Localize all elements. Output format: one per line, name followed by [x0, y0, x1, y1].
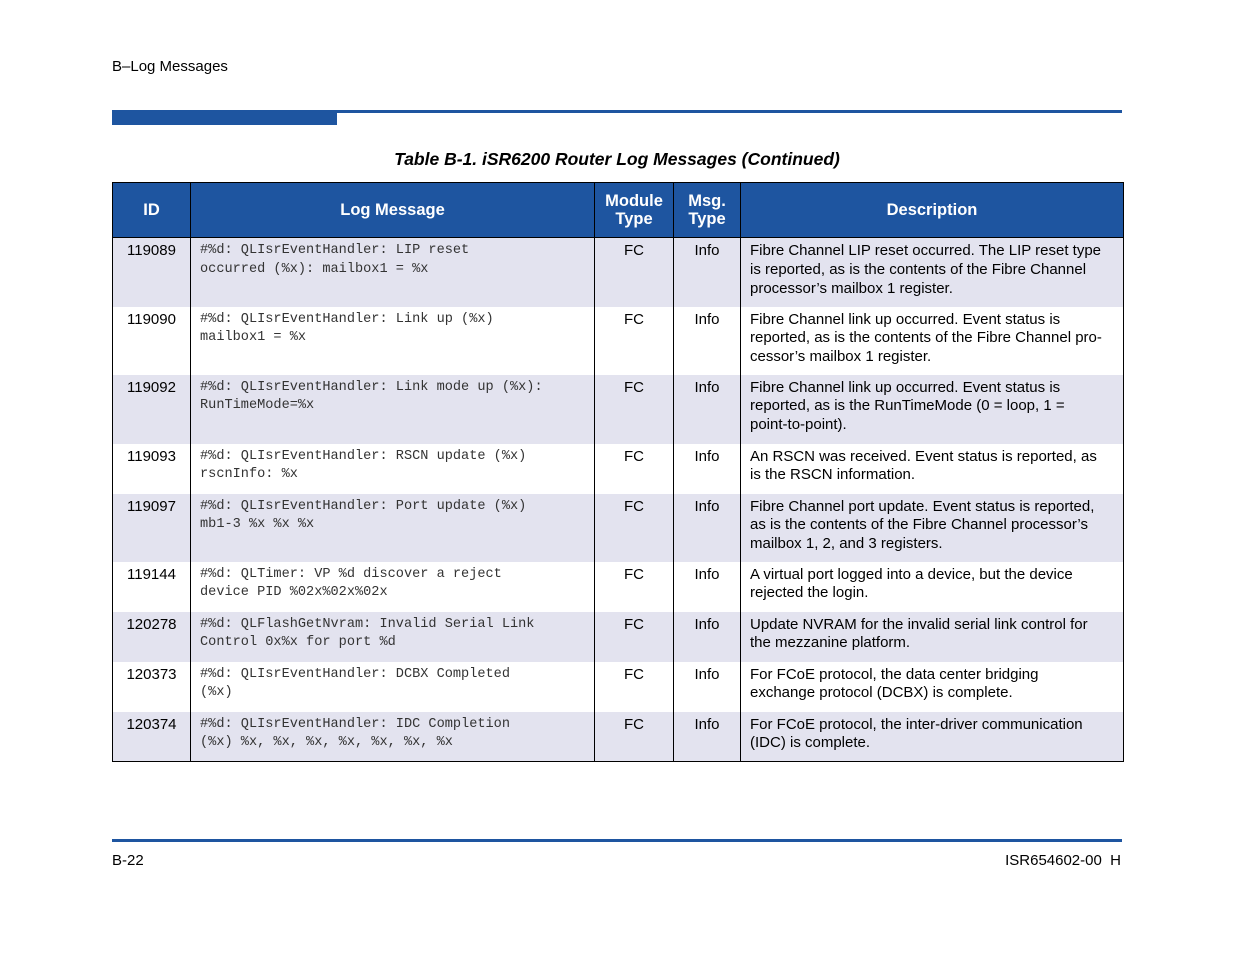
table-title: Table B-1. iSR6200 Router Log Messages (Continued)	[394, 149, 840, 169]
running-head: B–Log Messages	[112, 58, 228, 75]
description-line: is the RSCN information.	[750, 466, 916, 484]
cell-module-type: FC	[595, 612, 674, 662]
page-number: B-22	[112, 852, 144, 869]
cell-id: 119090	[113, 307, 191, 375]
cell-log-message	[191, 662, 595, 712]
cell-description	[741, 444, 1124, 494]
log-message-line: occurred (%x): mailbox1 = %x	[200, 261, 429, 277]
log-message-line: #%d: QLIsrEventHandler: DCBX Completed	[200, 666, 510, 682]
description-line: For FCoE protocol, the data center bridging	[750, 665, 1039, 683]
cell-description	[741, 612, 1124, 662]
log-message-line: #%d: QLTimer: VP %d discover a reject	[200, 566, 502, 582]
cell-description	[741, 662, 1124, 712]
cell-log-message	[191, 444, 595, 494]
cell-log-message	[191, 562, 595, 612]
cell-id: 119144	[113, 562, 191, 612]
cell-msg-type: Info	[674, 612, 741, 662]
cell-id: 120278	[113, 612, 191, 662]
log-message-line: #%d: QLFlashGetNvram: Invalid Serial Link	[200, 616, 535, 632]
cell-msg-type: Info	[674, 662, 741, 712]
table-row	[113, 612, 1124, 662]
cell-module-type: FC	[595, 307, 674, 375]
cell-msg-type: Info	[674, 307, 741, 375]
cell-module-type: FC	[595, 494, 674, 562]
table-header-row	[113, 183, 1124, 238]
log-message-line: mb1-3 %x %x %x	[200, 517, 315, 533]
table-row	[113, 662, 1124, 712]
cell-module-type: FC	[595, 444, 674, 494]
cell-log-message	[191, 612, 595, 662]
description-line: the mezzanine platform.	[750, 634, 911, 652]
cell-log-message	[191, 238, 595, 307]
table-row	[113, 562, 1124, 612]
document-id: ISR654602-00 H	[1005, 852, 1121, 869]
cell-module-type: FC	[595, 712, 674, 762]
description-line: is reported, as is the contents of the Fibre Channel	[750, 260, 1087, 278]
description-line: point-to-point).	[750, 416, 847, 434]
description-line: rejected the login.	[750, 584, 869, 602]
table-row	[113, 238, 1124, 307]
table-row	[113, 712, 1124, 762]
cell-id: 120374	[113, 712, 191, 762]
table-row	[113, 307, 1124, 375]
column-header-id: ID	[113, 183, 191, 238]
log-message-line: rscnInfo: %x	[200, 467, 298, 483]
cell-id: 119093	[113, 444, 191, 494]
cell-msg-type: Info	[674, 562, 741, 612]
cell-log-message	[191, 375, 595, 444]
description-line: A virtual port logged into a device, but the device	[750, 565, 1073, 583]
cell-description	[741, 307, 1124, 375]
log-messages-table	[112, 182, 1124, 762]
description-line: reported, as is the contents of the Fibre Channel pro-	[750, 329, 1102, 347]
description-line: Fibre Channel port update. Event status is reported,	[750, 497, 1095, 515]
log-message-line: #%d: QLIsrEventHandler: RSCN update (%x)	[200, 448, 527, 464]
description-line: For FCoE protocol, the inter-driver communication	[750, 715, 1083, 733]
cell-msg-type: Info	[674, 444, 741, 494]
log-message-line: #%d: QLIsrEventHandler: Port update (%x)	[200, 498, 527, 514]
description-line: An RSCN was received. Event status is reported, as	[750, 447, 1097, 465]
description-line: processor’s mailbox 1 register.	[750, 279, 953, 297]
cell-id: 120373	[113, 662, 191, 712]
log-message-line: #%d: QLIsrEventHandler: Link up (%x)	[200, 311, 494, 327]
cell-log-message	[191, 307, 595, 375]
cell-description	[741, 238, 1124, 307]
description-line: Fibre Channel link up occurred. Event status is	[750, 310, 1061, 328]
log-message-line: Control 0x%x for port %d	[200, 635, 396, 651]
table-row	[113, 375, 1124, 444]
description-line: cessor’s mailbox 1 register.	[750, 348, 932, 366]
cell-description	[741, 375, 1124, 444]
description-line: Fibre Channel LIP reset occurred. The LIP reset type	[750, 242, 1102, 259]
column-header-log-message: Log Message	[191, 183, 595, 238]
description-line: Update NVRAM for the invalid serial link control for	[750, 615, 1088, 633]
description-line: Fibre Channel link up occurred. Event status is	[750, 378, 1061, 396]
log-message-line: mailbox1 = %x	[200, 330, 307, 346]
description-line: as is the contents of the Fibre Channel processor’s	[750, 516, 1088, 534]
description-line: (IDC) is complete.	[750, 734, 871, 752]
footer-rule	[112, 839, 1122, 842]
cell-module-type: FC	[595, 238, 674, 307]
cell-msg-type: Info	[674, 712, 741, 762]
cell-msg-type: Info	[674, 375, 741, 444]
table-row	[113, 494, 1124, 562]
table-row	[113, 444, 1124, 494]
log-message-line: (%x) %x, %x, %x, %x, %x, %x, %x	[200, 735, 453, 751]
cell-module-type: FC	[595, 662, 674, 712]
column-header-description: Description	[741, 183, 1124, 238]
cell-log-message	[191, 494, 595, 562]
log-message-line: device PID %02x%02x%02x	[200, 585, 388, 601]
column-header-msg-type: Msg. Type	[674, 183, 741, 238]
log-message-line: #%d: QLIsrEventHandler: IDC Completion	[200, 716, 510, 732]
log-message-line: RunTimeMode=%x	[200, 398, 315, 414]
description-line: mailbox 1, 2, and 3 registers.	[750, 535, 943, 553]
description-line: reported, as is the RunTimeMode (0 = loop, 1 =	[750, 397, 1065, 415]
cell-module-type: FC	[595, 562, 674, 612]
cell-description	[741, 712, 1124, 762]
log-message-line: #%d: QLIsrEventHandler: LIP reset	[200, 243, 470, 258]
log-message-line: #%d: QLIsrEventHandler: Link mode up (%x):	[200, 379, 543, 395]
cell-module-type: FC	[595, 375, 674, 444]
cell-description	[741, 494, 1124, 562]
cell-log-message	[191, 712, 595, 762]
cell-id: 119097	[113, 494, 191, 562]
cell-msg-type: Info	[674, 238, 741, 307]
cell-description	[741, 562, 1124, 612]
cell-msg-type: Info	[674, 494, 741, 562]
log-message-line: (%x)	[200, 685, 233, 701]
description-line: exchange protocol (DCBX) is complete.	[750, 684, 1013, 702]
column-header-module-type: Module Type	[595, 183, 674, 238]
cell-id: 119089	[113, 238, 191, 307]
cell-id: 119092	[113, 375, 191, 444]
header-rule-accent	[112, 110, 337, 125]
